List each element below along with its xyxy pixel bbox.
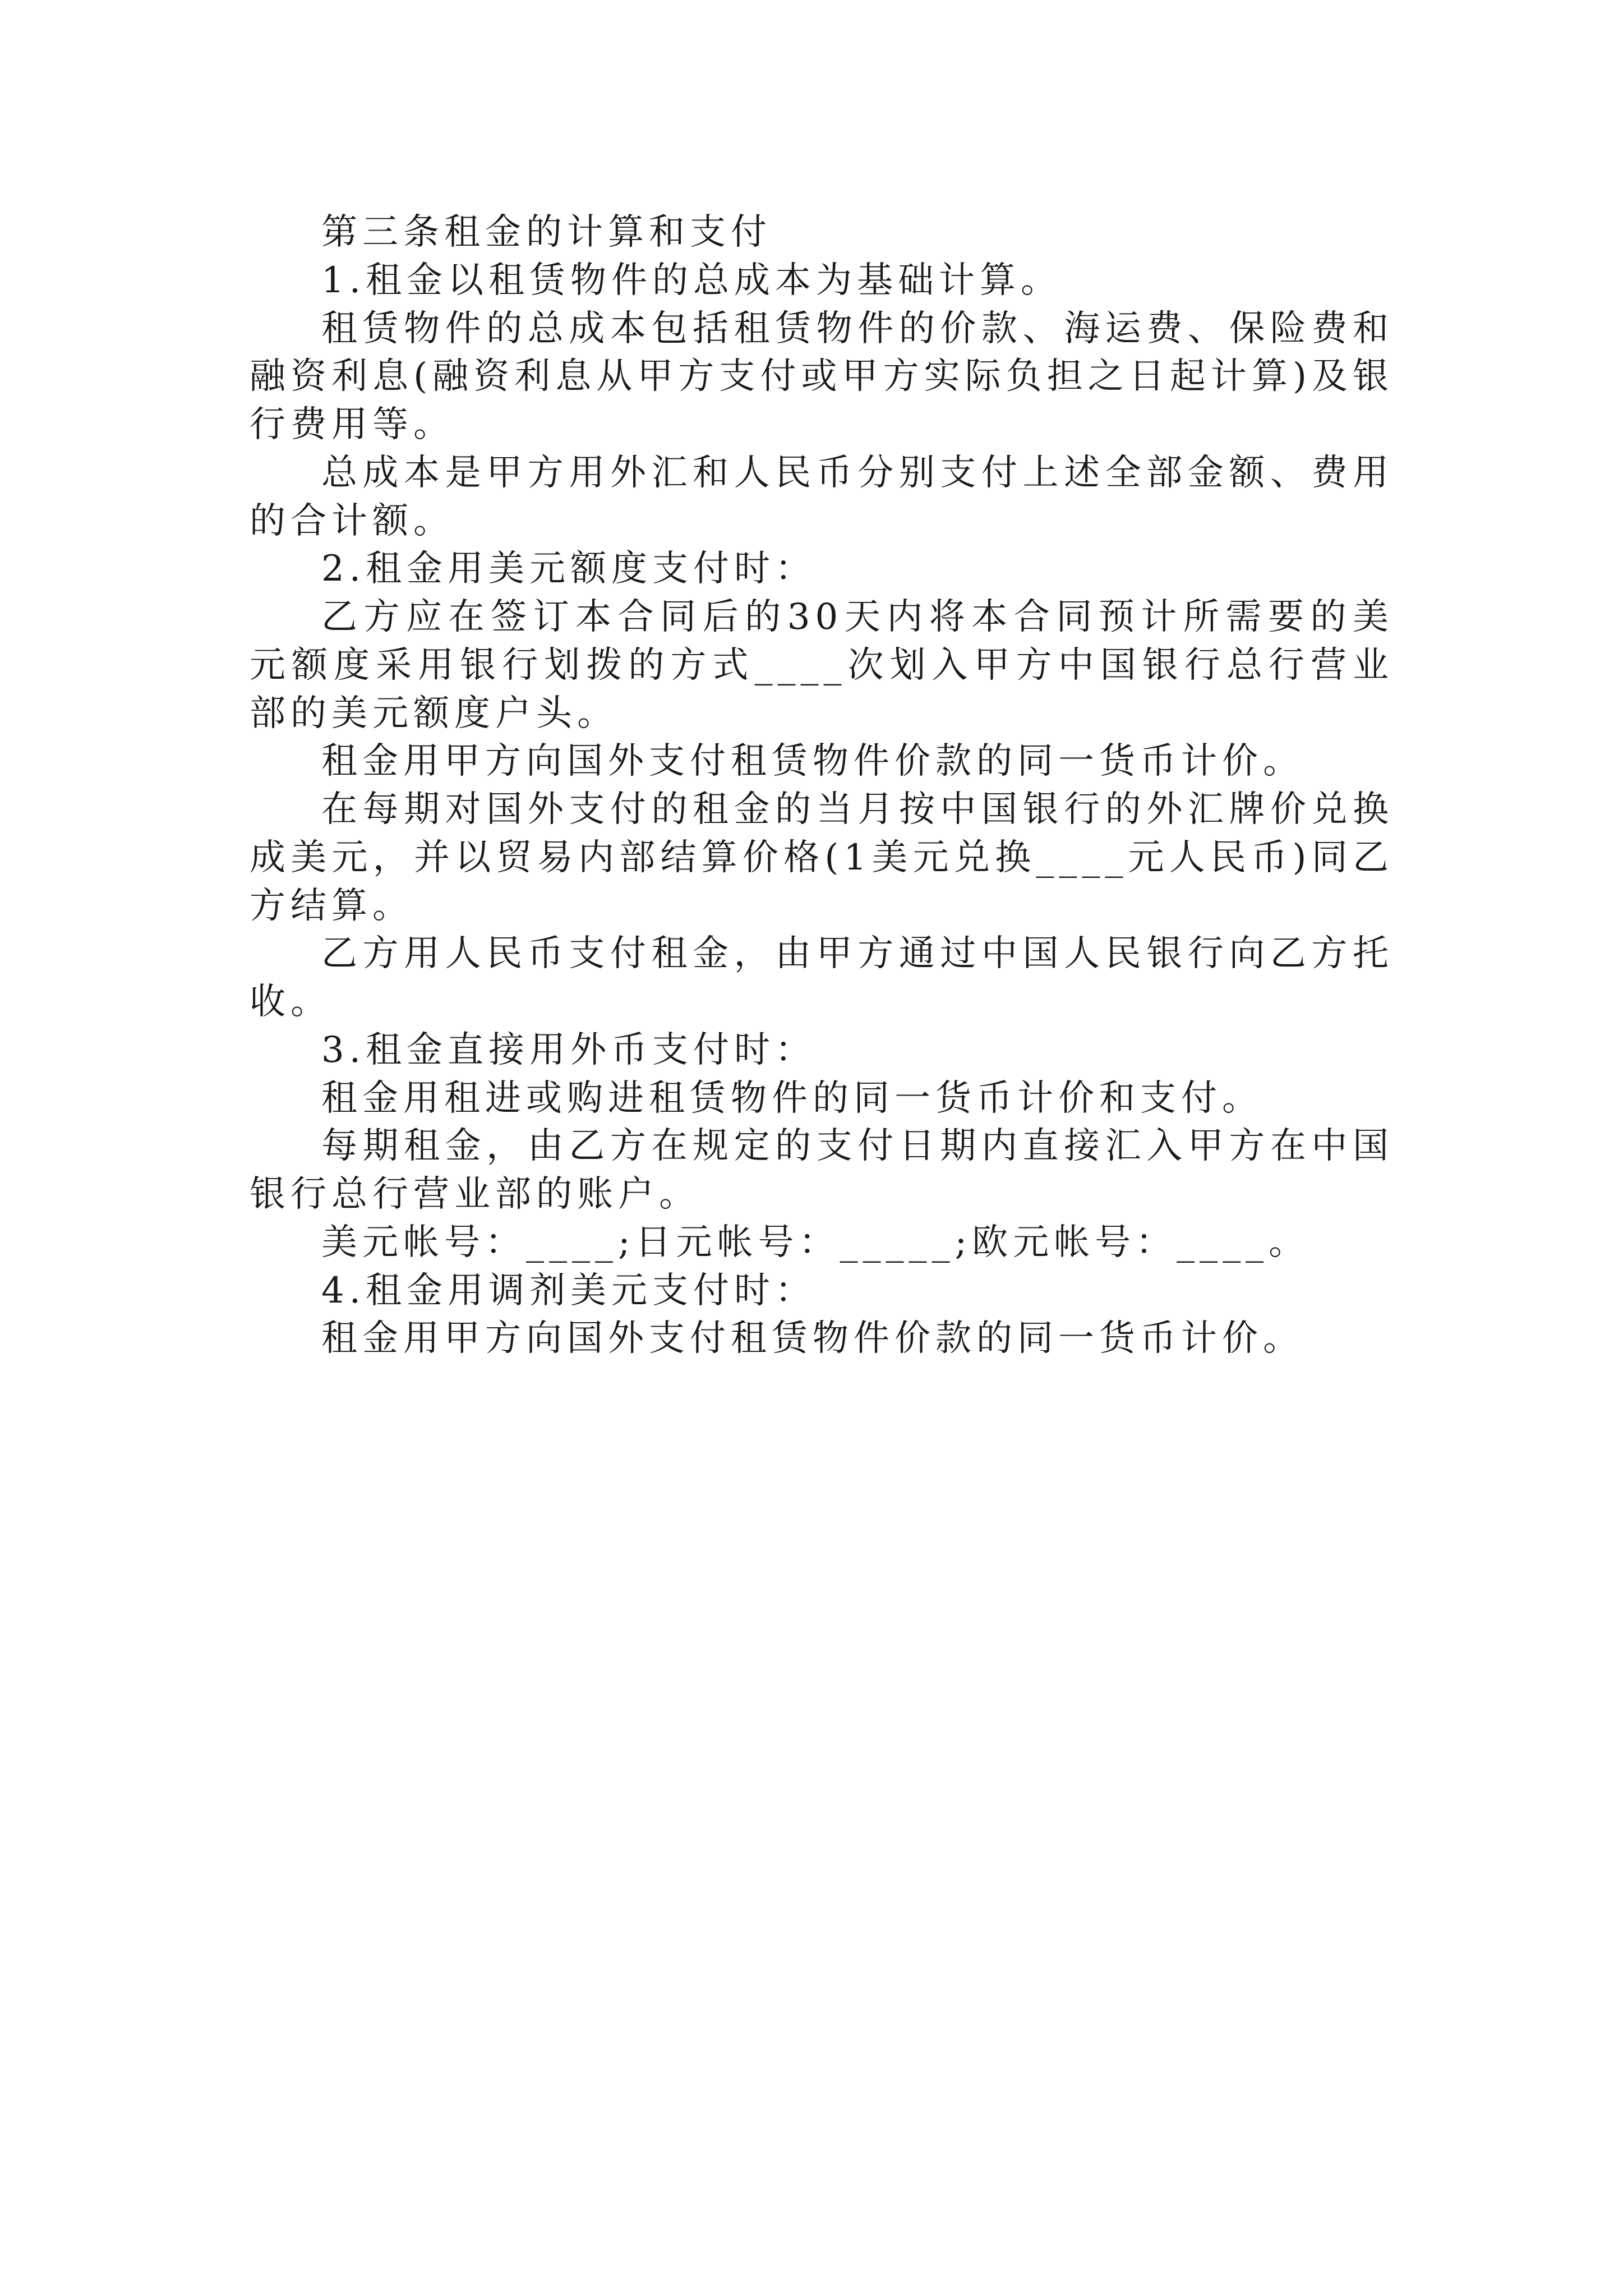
- clause-3-remittance: 每期租金，由乙方在规定的支付日期内直接汇入甲方在中国银行总行营业部的账户。: [250, 1125, 1394, 1215]
- clause-2-heading: 2.租金用美元额度支付时：: [321, 548, 817, 590]
- clause-1-heading: 1.租金以租赁物件的总成本为基础计算。: [321, 259, 1062, 301]
- clause-3-currency-pricing: 租金用租进或购进租赁物件的同一货币计价和支付。: [321, 1077, 1263, 1119]
- clause-3-account-numbers: 美元帐号：____;日元帐号：_____;欧元帐号：____。: [321, 1221, 1310, 1263]
- clause-2-rmb-collection: 乙方用人民币支付租金，由甲方通过中国人民银行向乙方托收。: [250, 933, 1394, 1023]
- clause-2-quota-transfer: 乙方应在签订本合同后的30天内将本合同预计所需要的美元额度采用银行划拨的方式____次划入甲方中国银行总行营业部的美元额度户头。: [250, 596, 1394, 734]
- clause-2-exchange-settlement: 在每期对国外支付的租金的当月按中国银行的外汇牌价兑换成美元，并以贸易内部结算价格(1美元兑换____元人民币)同乙方结算。: [250, 789, 1394, 927]
- clause-3-heading: 3.租金直接用外币支付时：: [321, 1029, 817, 1071]
- clause-1-total-cost-sum: 总成本是甲方用外汇和人民币分别支付上述全部金额、费用的合计额。: [250, 452, 1394, 542]
- clause-2-currency-pricing: 租金用甲方向国外支付租赁物件价款的同一货币计价。: [321, 740, 1304, 783]
- article-heading: 第三条租金的计算和支付: [321, 211, 772, 253]
- clause-4-heading: 4.租金用调剂美元支付时：: [321, 1269, 817, 1312]
- document-body: [250, 209, 1394, 1363]
- clause-4-currency-pricing: 租金用甲方向国外支付租赁物件价款的同一货币计价。: [321, 1318, 1304, 1360]
- clause-1-total-cost-definition: 租赁物件的总成本包括租赁物件的价款、海运费、保险费和融资利息(融资利息从甲方支付或甲方实际负担之日起计算)及银行费用等。: [250, 307, 1394, 445]
